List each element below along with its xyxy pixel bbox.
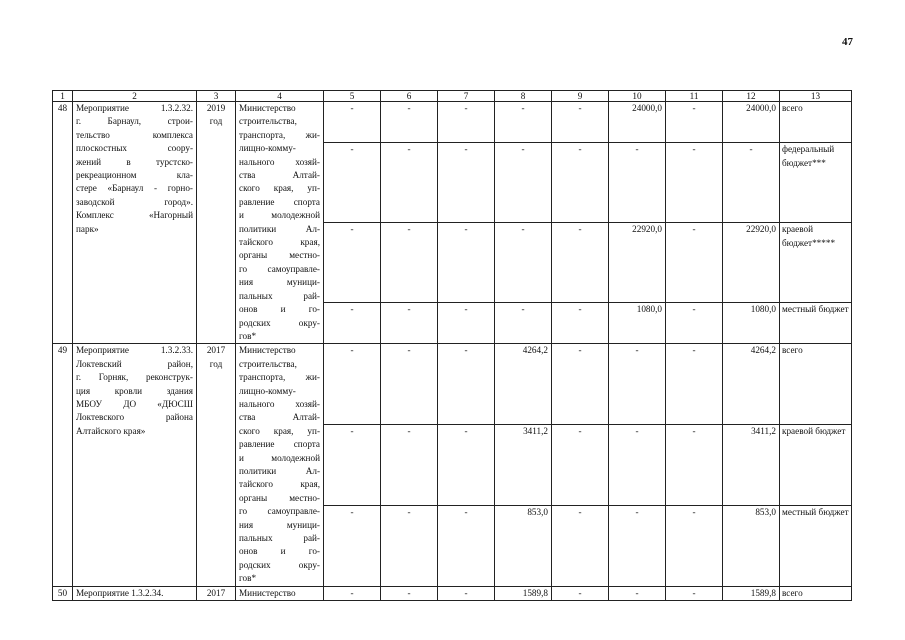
year-line: 2017 bbox=[206, 587, 226, 598]
amount-cell: - bbox=[438, 586, 495, 600]
amount-cell: 1589,8 bbox=[723, 586, 780, 600]
amount-cell: - bbox=[552, 505, 609, 586]
executor-line: транспорта, жи- bbox=[239, 129, 320, 140]
description-line: Мероприятие 1.3.2.32. bbox=[76, 103, 193, 113]
column-header: 5 bbox=[324, 91, 381, 102]
executor-line: гов* bbox=[239, 330, 257, 341]
program-table bbox=[52, 90, 852, 601]
amount-cell: - bbox=[438, 102, 495, 143]
executor-line: нального хозяй- bbox=[239, 156, 320, 167]
description-line: рекреационном кла- bbox=[76, 170, 193, 181]
amount-cell: - bbox=[552, 102, 609, 143]
funding-source: всего bbox=[780, 344, 852, 425]
executor-line: ния муници- bbox=[239, 277, 320, 288]
amount-cell: 22920,0 bbox=[723, 223, 780, 303]
amount-cell: - bbox=[552, 586, 609, 600]
description-line: ция кровли здания bbox=[76, 385, 193, 396]
description-line: МБОУ ДО «ДЮСШ bbox=[76, 398, 193, 409]
amount-cell: 1589,8 bbox=[495, 586, 552, 600]
amount-cell: - bbox=[324, 143, 381, 223]
executor-line: ского края, уп- bbox=[239, 425, 320, 436]
amount-cell: - bbox=[609, 505, 666, 586]
executor-line: лищно-комму- bbox=[239, 143, 296, 154]
amount-cell: - bbox=[324, 102, 381, 143]
amount-cell: 24000,0 bbox=[723, 102, 780, 143]
amount-cell: 1080,0 bbox=[723, 302, 780, 343]
executor-line: строительства, bbox=[239, 358, 297, 369]
amount-cell: - bbox=[723, 143, 780, 223]
executor-line: го самоуправле- bbox=[239, 506, 320, 517]
column-header: 9 bbox=[552, 91, 609, 102]
executor-line: тайского края, bbox=[239, 479, 320, 490]
amount-cell: - bbox=[666, 344, 723, 425]
executor-line: родских окру- bbox=[239, 317, 320, 328]
amount-cell: - bbox=[381, 143, 438, 223]
amount-cell: - bbox=[666, 102, 723, 143]
funding-source: местный бюджет bbox=[780, 505, 852, 586]
amount-cell: - bbox=[666, 302, 723, 343]
executor-line: ства Алтай- bbox=[239, 170, 320, 181]
executor-line: Министерство bbox=[239, 103, 296, 113]
column-header: 6 bbox=[381, 91, 438, 102]
column-header: 2 bbox=[73, 91, 197, 102]
amount-cell: - bbox=[324, 425, 381, 506]
amount-cell: - bbox=[552, 302, 609, 343]
amount-cell: - bbox=[552, 143, 609, 223]
row-number: 50 bbox=[53, 586, 73, 600]
funding-source: краевой бюджет***** bbox=[780, 223, 852, 303]
executor-line: строительства, bbox=[239, 116, 297, 127]
amount-cell: - bbox=[609, 344, 666, 425]
description-line: Мероприятие 1.3.2.34. bbox=[76, 587, 164, 598]
amount-cell: 24000,0 bbox=[609, 102, 666, 143]
year-cell bbox=[197, 586, 236, 600]
description-line: стере «Барнаул - горно- bbox=[76, 183, 193, 194]
description-line: плоскостных соору- bbox=[76, 143, 193, 154]
executor-line: пальных рай- bbox=[239, 533, 320, 543]
amount-cell: - bbox=[666, 223, 723, 303]
amount-cell: - bbox=[381, 223, 438, 303]
amount-cell: - bbox=[552, 223, 609, 303]
amount-cell: 3411,2 bbox=[495, 425, 552, 506]
amount-cell: - bbox=[552, 425, 609, 506]
amount-cell: - bbox=[381, 425, 438, 506]
year-line: 2017 bbox=[206, 345, 226, 356]
executor-line: гов* bbox=[239, 573, 257, 584]
funding-source: всего bbox=[780, 102, 852, 143]
amount-cell: - bbox=[381, 505, 438, 586]
amount-cell: - bbox=[324, 302, 381, 343]
amount-cell: 853,0 bbox=[495, 505, 552, 586]
column-header: 11 bbox=[666, 91, 723, 102]
executor-line: и молодежной bbox=[239, 452, 320, 463]
amount-cell: - bbox=[552, 344, 609, 425]
executor-line: ства Алтай- bbox=[239, 412, 320, 423]
amount-cell: - bbox=[495, 302, 552, 343]
table-row bbox=[53, 102, 852, 143]
executor-line: политики Ал- bbox=[239, 223, 320, 234]
description-line: заводской город». bbox=[76, 196, 193, 207]
amount-cell: - bbox=[609, 143, 666, 223]
amount-cell: - bbox=[495, 143, 552, 223]
amount-cell: 22920,0 bbox=[609, 223, 666, 303]
amount-cell: - bbox=[495, 102, 552, 143]
amount-cell: 4264,2 bbox=[723, 344, 780, 425]
executor-line: и молодежной bbox=[239, 210, 320, 221]
amount-cell: - bbox=[438, 302, 495, 343]
funding-source: местный бюджет bbox=[780, 302, 852, 343]
executor-line: нального хозяй- bbox=[239, 398, 320, 409]
executor-line: политики Ал- bbox=[239, 465, 320, 476]
column-header: 7 bbox=[438, 91, 495, 102]
executor-line: равление спорта bbox=[239, 439, 320, 450]
amount-cell: - bbox=[324, 223, 381, 303]
description-line: Локтевского района bbox=[76, 412, 193, 423]
executor-line: онов и го- bbox=[239, 304, 320, 315]
executor-line: транспорта, жи- bbox=[239, 372, 320, 383]
amount-cell: 1080,0 bbox=[609, 302, 666, 343]
measure-description bbox=[73, 344, 197, 586]
description-line: парк» bbox=[76, 223, 99, 234]
amount-cell: - bbox=[381, 302, 438, 343]
executor-line: Министерство bbox=[239, 345, 296, 356]
column-header: 12 bbox=[723, 91, 780, 102]
page-number: 47 bbox=[842, 36, 853, 48]
description-line: тельство комплекса bbox=[76, 129, 193, 140]
amount-cell: - bbox=[438, 344, 495, 425]
executor-line: го самоуправле- bbox=[239, 263, 320, 274]
executor-cell bbox=[236, 586, 324, 600]
column-header: 4 bbox=[236, 91, 324, 102]
amount-cell: - bbox=[438, 425, 495, 506]
description-line: г. Горняк, реконструк- bbox=[76, 372, 193, 383]
amount-cell: - bbox=[609, 586, 666, 600]
amount-cell: - bbox=[666, 505, 723, 586]
executor-line: Министерство bbox=[239, 587, 296, 598]
amount-cell: 3411,2 bbox=[723, 425, 780, 506]
funding-source: всего bbox=[780, 586, 852, 600]
column-header: 8 bbox=[495, 91, 552, 102]
executor-line: органы местно- bbox=[239, 492, 320, 503]
amount-cell: - bbox=[495, 223, 552, 303]
amount-cell: 853,0 bbox=[723, 505, 780, 586]
measure-description bbox=[73, 586, 197, 600]
description-line: Локтевский район, bbox=[76, 358, 193, 369]
executor-line: органы местно- bbox=[239, 250, 320, 261]
year-line: 2019 bbox=[206, 103, 226, 113]
executor-line: ния муници- bbox=[239, 519, 320, 530]
amount-cell: - bbox=[438, 223, 495, 303]
amount-cell: - bbox=[438, 143, 495, 223]
amount-cell: - bbox=[324, 344, 381, 425]
row-number: 49 bbox=[53, 344, 73, 586]
description-line: жений в турстско- bbox=[76, 156, 193, 167]
executor-line: родских окру- bbox=[239, 559, 320, 570]
amount-cell: - bbox=[381, 344, 438, 425]
description-line: Мероприятие 1.3.2.33. bbox=[76, 345, 193, 356]
row-number: 48 bbox=[53, 102, 73, 344]
year-cell bbox=[197, 102, 236, 344]
header-row bbox=[53, 91, 852, 102]
executor-line: ского края, уп- bbox=[239, 183, 320, 194]
executor-line: лищно-комму- bbox=[239, 385, 296, 396]
table-row bbox=[53, 344, 852, 425]
executor-line: пальных рай- bbox=[239, 290, 320, 301]
column-header: 3 bbox=[197, 91, 236, 102]
executor-line: тайского края, bbox=[239, 237, 320, 248]
column-header: 10 bbox=[609, 91, 666, 102]
executor-cell bbox=[236, 344, 324, 586]
executor-line: онов и го- bbox=[239, 546, 320, 557]
executor-line: равление спорта bbox=[239, 196, 320, 207]
amount-cell: - bbox=[324, 586, 381, 600]
year-line: год bbox=[209, 358, 223, 369]
description-line: г. Барнаул, строи- bbox=[76, 116, 193, 127]
amount-cell: - bbox=[666, 425, 723, 506]
amount-cell: - bbox=[666, 586, 723, 600]
year-line: год bbox=[209, 116, 223, 127]
column-header: 13 bbox=[780, 91, 852, 102]
amount-cell: - bbox=[324, 505, 381, 586]
year-cell bbox=[197, 344, 236, 586]
description-line: Алтайского края» bbox=[76, 425, 146, 436]
funding-source: краевой бюджет bbox=[780, 425, 852, 506]
executor-cell bbox=[236, 102, 324, 344]
amount-cell: - bbox=[609, 425, 666, 506]
description-line: Комплекс «Нагорный bbox=[76, 210, 193, 221]
amount-cell: - bbox=[438, 505, 495, 586]
amount-cell: - bbox=[381, 102, 438, 143]
funding-source: федеральный бюджет*** bbox=[780, 143, 852, 223]
amount-cell: 4264,2 bbox=[495, 344, 552, 425]
amount-cell: - bbox=[381, 586, 438, 600]
column-header: 1 bbox=[53, 91, 73, 102]
amount-cell: - bbox=[666, 143, 723, 223]
measure-description bbox=[73, 102, 197, 344]
table-row bbox=[53, 586, 852, 600]
